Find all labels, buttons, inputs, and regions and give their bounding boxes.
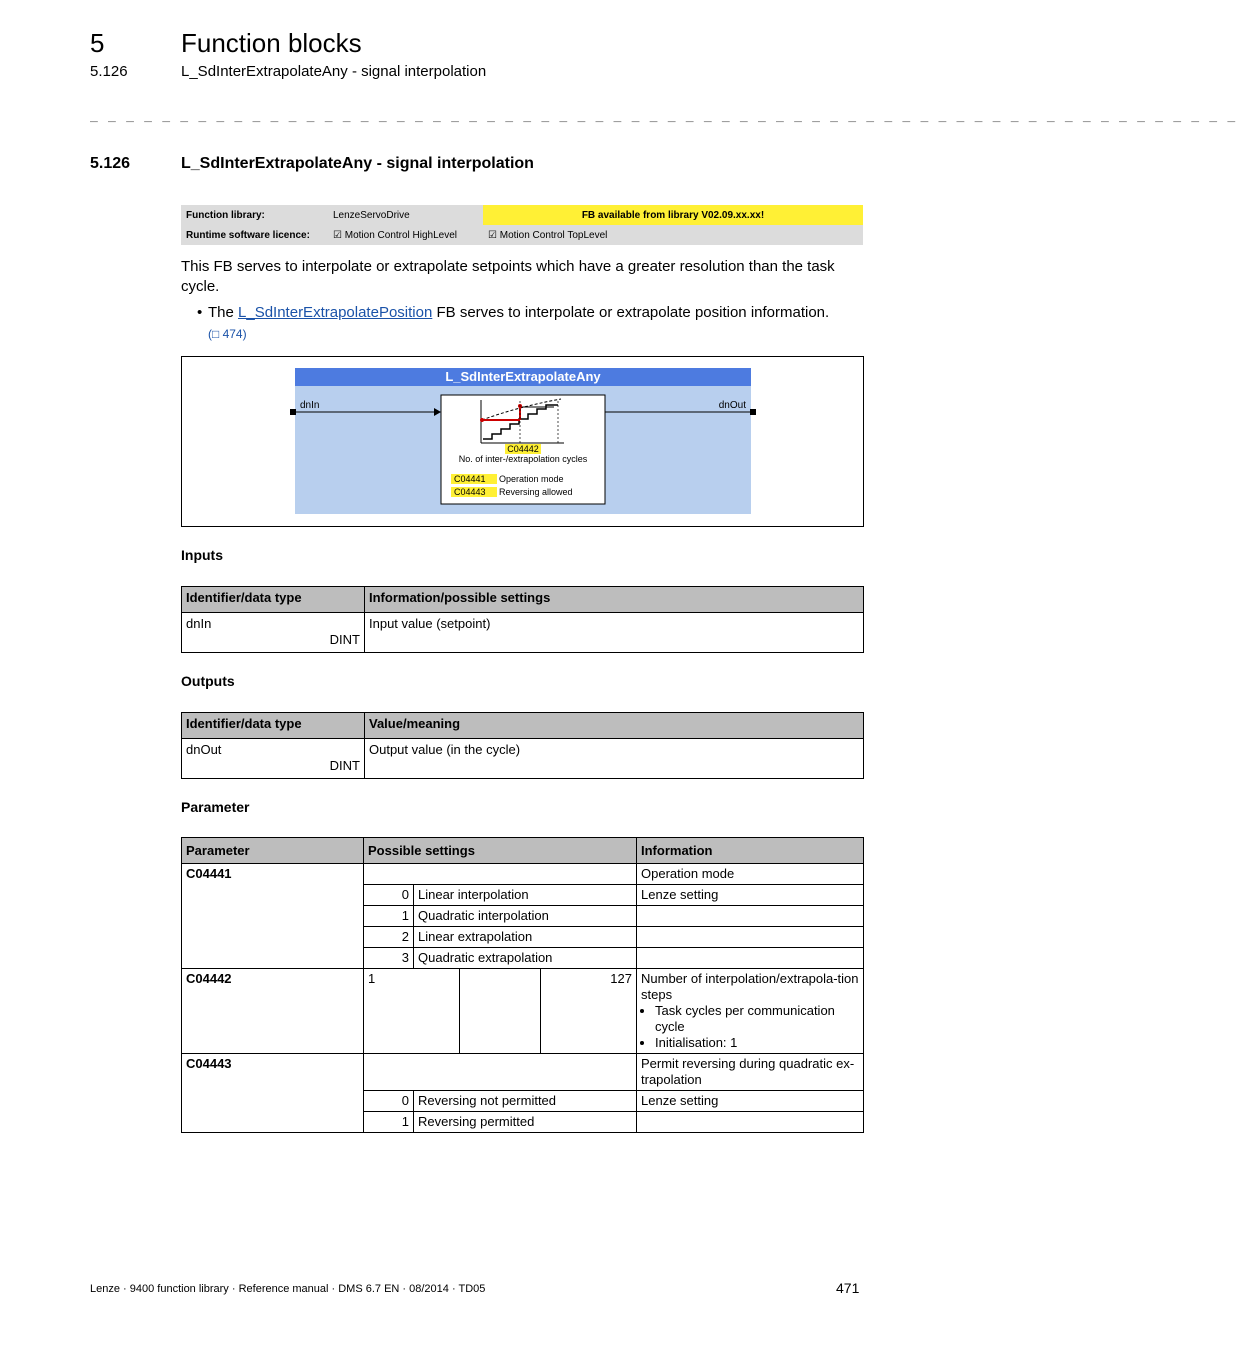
table-row xyxy=(182,1054,864,1091)
option-value: 3 xyxy=(364,948,414,969)
section-number: 5.126 xyxy=(90,155,131,172)
parameter-code: C04441 xyxy=(182,864,364,969)
outputs-heading: Outputs xyxy=(181,673,235,689)
outputs-table xyxy=(181,712,864,779)
value-cell: Output value (in the cycle) xyxy=(365,739,864,779)
footer-text: Lenze · 9400 function library · Reference manual · DMS 6.7 EN · 08/2014 · TD05 xyxy=(90,1283,486,1295)
library-table xyxy=(181,205,863,245)
output-port xyxy=(750,409,756,415)
output-label: dnOut xyxy=(718,400,746,411)
list-item: • Task cycles per communication cycle xyxy=(655,1003,859,1035)
intro-paragraph: This FB serves to interpolate or extrapolate setpoints which have a greater resolution than the task cycle. xyxy=(181,258,835,295)
option-value: 2 xyxy=(364,927,414,948)
col-identifier: Identifier/data type xyxy=(182,587,365,613)
identifier-cell xyxy=(182,613,365,653)
reversing-caption: Reversing allowed xyxy=(499,487,573,497)
data-type: DINT xyxy=(329,632,360,647)
option-label: Quadratic interpolation xyxy=(414,906,637,927)
option-label: Linear interpolation xyxy=(414,885,637,906)
option-label: Reversing permitted xyxy=(414,1112,637,1133)
option-value: 1 xyxy=(364,1112,414,1133)
identifier-name: dnOut xyxy=(186,742,222,757)
header-section-title: L_SdInterExtrapolateAny - signal interpolation xyxy=(181,63,487,80)
inputs-table xyxy=(181,586,864,653)
parameter-info: Operation mode xyxy=(637,864,864,885)
chapter-number: 5 xyxy=(90,28,105,58)
table-header-row xyxy=(182,713,864,739)
col-value-meaning: Value/meaning xyxy=(365,713,864,739)
header-section-number: 5.126 xyxy=(90,63,128,80)
library-row xyxy=(181,205,863,225)
steps-code: C04442 xyxy=(507,444,539,454)
table-row xyxy=(182,739,864,779)
bullet-prefix: The xyxy=(208,304,239,321)
position-fb-link[interactable]: L_SdInterExtrapolatePosition xyxy=(238,304,433,321)
range-max: 127 xyxy=(541,969,637,1054)
option-info xyxy=(637,1112,864,1133)
col-possible-settings: Possible settings xyxy=(364,838,637,864)
reversing-code: C04443 xyxy=(454,487,486,497)
licence-highlevel: ☑ Motion Control HighLevel xyxy=(328,225,483,245)
range-min: 1 xyxy=(364,969,460,1054)
col-information: Information/possible settings xyxy=(365,587,864,613)
licence-toplevel: ☑ Motion Control TopLevel xyxy=(483,225,863,245)
identifier-name: dnIn xyxy=(186,616,212,631)
block-title: L_SdInterExtrapolateAny xyxy=(445,369,601,384)
empty-cell xyxy=(364,864,637,885)
col-information: Information xyxy=(637,838,864,864)
option-info xyxy=(637,906,864,927)
empty-cell xyxy=(364,1054,637,1091)
function-block-diagram xyxy=(182,357,863,526)
identifier-cell xyxy=(182,739,365,779)
page-number: 471 xyxy=(836,1280,860,1296)
function-block-figure xyxy=(181,356,864,527)
parameter-code: C04443 xyxy=(182,1054,364,1133)
table-header-row xyxy=(182,587,864,613)
parameter-heading: Parameter xyxy=(181,799,250,815)
steps-caption: No. of inter-/extrapolation cycles xyxy=(458,454,588,464)
licence-row xyxy=(181,225,863,245)
information-cell: Input value (setpoint) xyxy=(365,613,864,653)
header-separator: _ _ _ _ _ _ _ _ _ _ _ _ _ _ _ _ _ _ _ _ _ _ _ _ _ _ _ _ _ _ _ _ _ _ _ _ _ _ _ _ _ _ _ _ _ _ _ _ _ _ _ _ _ _ _ _ _ _ _ _ _ _ _ _ xyxy=(90,108,1236,123)
bullet-suffix: FB serves to interpolate or extrapolate position information. xyxy=(432,304,830,321)
library-label: Function library: xyxy=(181,205,328,225)
option-label: Reversing not permitted xyxy=(414,1091,637,1112)
section-title: L_SdInterExtrapolateAny - signal interpolation xyxy=(181,155,534,172)
parameter-table xyxy=(181,837,864,1133)
option-info: Lenze setting xyxy=(637,1091,864,1112)
option-info: Lenze setting xyxy=(637,885,864,906)
option-label: Linear extrapolation xyxy=(414,927,637,948)
option-value: 0 xyxy=(364,885,414,906)
option-info xyxy=(637,948,864,969)
page-reference-link[interactable]: (□ 474) xyxy=(208,327,247,341)
inputs-heading: Inputs xyxy=(181,547,223,563)
col-identifier: Identifier/data type xyxy=(182,713,365,739)
table-row xyxy=(182,864,864,885)
chapter-title: Function blocks xyxy=(181,28,362,58)
range-spacer xyxy=(460,969,541,1054)
option-info xyxy=(637,927,864,948)
input-label: dnIn xyxy=(300,400,320,411)
intro-bullet xyxy=(208,304,868,321)
list-item: • Initialisation: 1 xyxy=(655,1035,859,1051)
option-label: Quadratic extrapolation xyxy=(414,948,637,969)
bullet-marker: • xyxy=(197,304,203,321)
parameter-info-text: Number of interpolation/extrapola-tion steps xyxy=(641,971,859,1002)
input-port xyxy=(290,409,296,415)
table-row xyxy=(182,613,864,653)
col-parameter: Parameter xyxy=(182,838,364,864)
parameter-info: Permit reversing during quadratic ex-trapolation xyxy=(637,1054,864,1091)
mode-caption: Operation mode xyxy=(499,474,564,484)
table-row xyxy=(182,969,864,1054)
option-value: 1 xyxy=(364,906,414,927)
info-bullets xyxy=(641,1003,859,1051)
table-header-row xyxy=(182,838,864,864)
parameter-code: C04442 xyxy=(182,969,364,1054)
parameter-info xyxy=(637,969,864,1054)
library-value: LenzeServoDrive xyxy=(328,205,483,225)
availability-note: FB available from library V02.09.xx.xx! xyxy=(483,205,863,225)
mode-code: C04441 xyxy=(454,474,486,484)
data-type: DINT xyxy=(329,758,360,773)
option-value: 0 xyxy=(364,1091,414,1112)
licence-label: Runtime software licence: xyxy=(181,225,328,245)
